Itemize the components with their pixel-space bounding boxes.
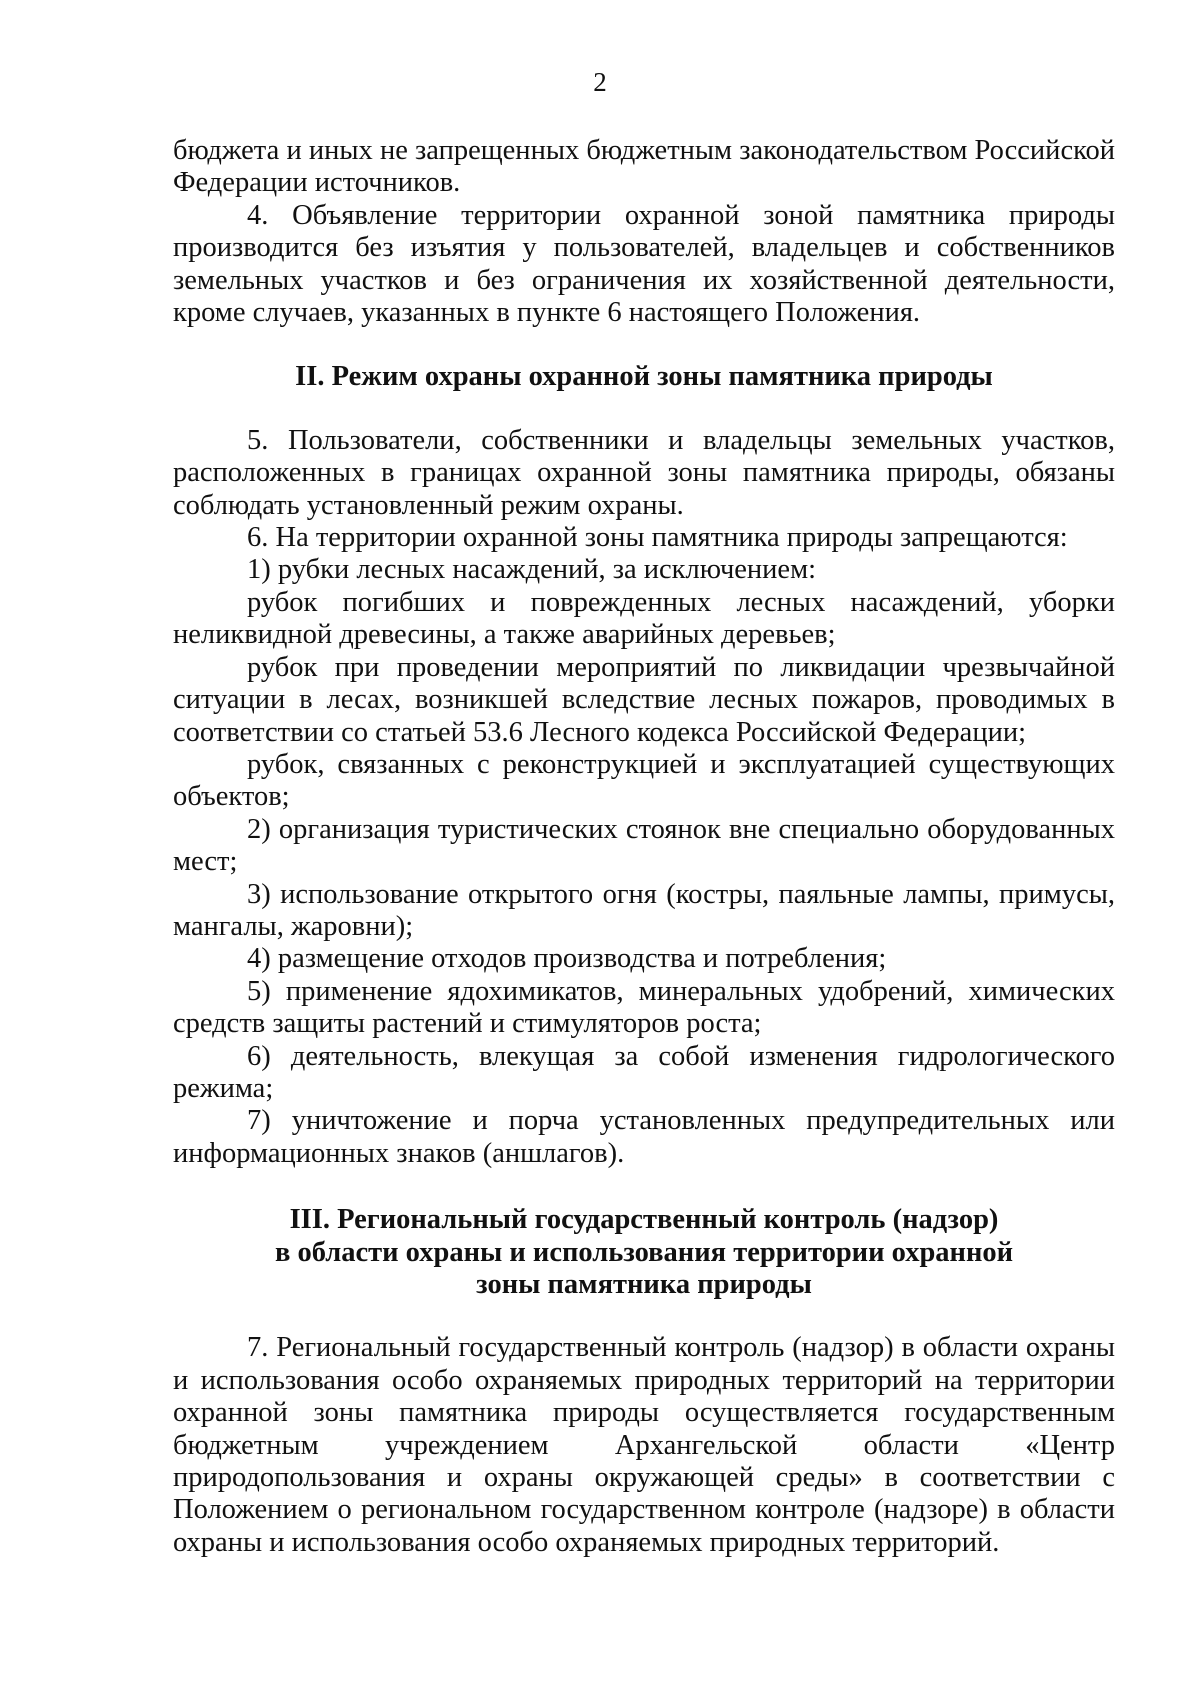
list-item-2: 2) организация туристических стоянок вне специально оборудованных мест; bbox=[173, 813, 1115, 878]
list-subitem-emergency: рубок при проведении мероприятий по ликвидации чрезвычайной ситуации в лесах, возникшей вследствие лесных пожаров, проводимых в соответствии со статьей 53.6 Лесного кодекса Российской Федерации; bbox=[173, 651, 1115, 748]
list-subitem-reconstruction: рубок, связанных с реконструкцией и эксплуатацией существующих объектов; bbox=[173, 748, 1115, 813]
list-item-7: 7) уничтожение и порча установленных предупредительных или информационных знаков (аншлагов). bbox=[173, 1105, 1115, 1169]
paragraph-item-7: 7. Региональный государственный контроль (надзор) в области охраны и использования особо охраняемых природных территорий на территории охранной зоны памятника природы осуществляется государственным бюджетным учреждением Архангельской области «Центр природопользования и охраны окружающей среды» в соответствии с Положением о региональном государственном контроле (надзоре) в области охраны и использования особо охраняемых природных территорий. bbox=[173, 1332, 1115, 1558]
document-body bbox=[173, 135, 1115, 1559]
paragraph-item-5: 5. Пользователи, собственники и владельцы земельных участков, расположенных в границах охранной зоны памятника природы, обязаны соблюдать установленный режим охраны. bbox=[173, 424, 1115, 521]
list-item-4: 4) размещение отходов производства и потребления; bbox=[247, 943, 887, 975]
section-2-heading: II. Режим охраны охранной зоны памятника природы bbox=[295, 361, 993, 393]
paragraph-budget-sources: бюджета и иных не запрещенных бюджетным законодательством Российской Федерации источников. bbox=[173, 135, 1115, 199]
section-3-heading-line-3: зоны памятника природы bbox=[476, 1269, 812, 1300]
section-3-heading-line-2: в области охраны и использования территории охранной bbox=[274, 1236, 1014, 1268]
list-item-3: 3) использование открытого огня (костры, паяльные лампы, примусы, мангалы, жаровни); bbox=[173, 878, 1115, 942]
section-3-heading-line-1: III. Региональный государственный контроль (надзор) bbox=[289, 1204, 999, 1236]
page-number: 2 bbox=[593, 67, 607, 97]
list-item-5: 5) применение ядохимикатов, минеральных удобрений, химических средств защиты растений и стимуляторов роста; bbox=[173, 975, 1115, 1040]
paragraph-item-4: 4. Объявление территории охранной зоной памятника природы производится без изъятия у пользователей, владельцев и собственников земельных участков и без ограничения их хозяйственной деятельности, кроме случаев, указанных в пункте 6 настоящего Положения. bbox=[173, 199, 1115, 329]
list-subitem-dead-trees: рубок погибших и поврежденных лесных насаждений, уборки неликвидной древесины, а также аварийных деревьев; bbox=[173, 586, 1115, 651]
list-item-6: 6) деятельность, влекущая за собой изменения гидрологического режима; bbox=[173, 1040, 1115, 1104]
paragraph-item-6: 6. На территории охранной зоны памятника природы запрещаются: bbox=[247, 522, 1068, 554]
section-3-heading bbox=[173, 1204, 1115, 1301]
list-item-1: 1) рубки лесных насаждений, за исключением: bbox=[247, 554, 817, 586]
